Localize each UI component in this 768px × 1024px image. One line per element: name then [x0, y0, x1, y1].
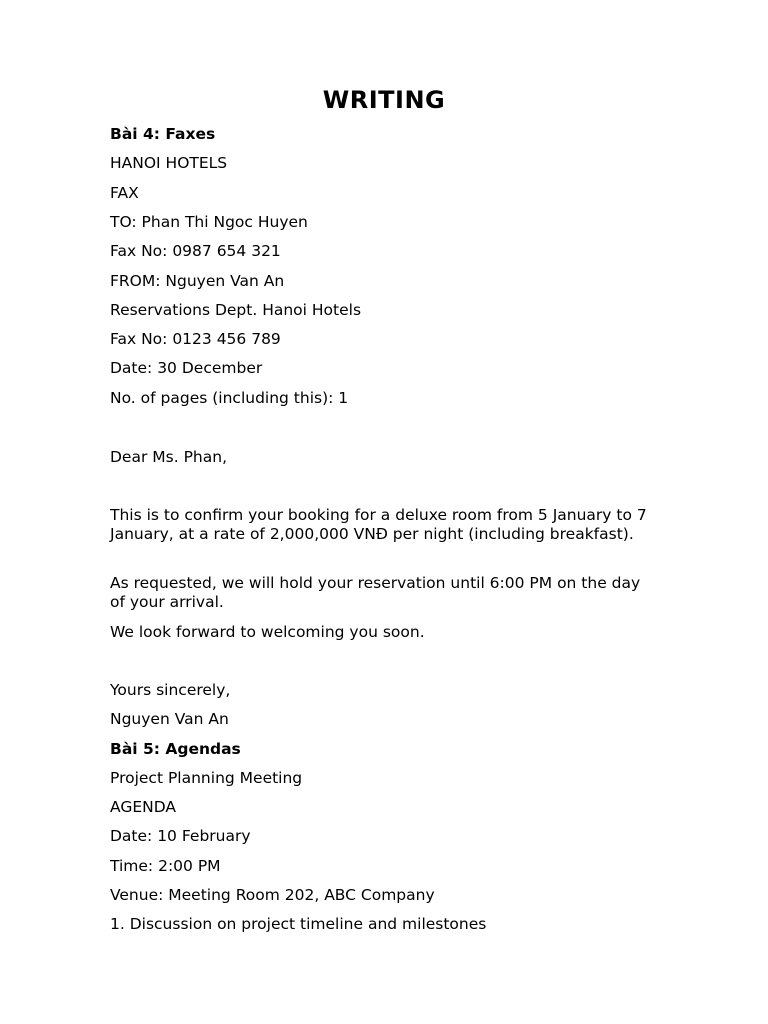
agenda-label: AGENDA	[110, 798, 176, 816]
fax-section-heading: Bài 4: Faxes	[110, 125, 216, 143]
fax-closing: Yours sincerely,	[110, 681, 231, 699]
fax-company: HANOI HOTELS	[110, 154, 228, 172]
fax-body-paragraph: As requested, we will hold your reservation until 6:00 PM on the day of your arrival.	[110, 574, 641, 611]
agenda-date: Date: 10 February	[110, 827, 251, 845]
fax-page-count: No. of pages (including this): 1	[110, 389, 349, 407]
fax-recipient-number: Fax No: 0987 654 321	[110, 242, 281, 260]
fax-sender-number: Fax No: 0123 456 789	[110, 330, 281, 348]
fax-salutation: Dear Ms. Phan,	[110, 448, 227, 466]
agenda-item: 1. Discussion on project timeline and milestones	[110, 915, 487, 933]
agenda-section-heading: Bài 5: Agendas	[110, 740, 241, 758]
fax-signature: Nguyen Van An	[110, 710, 229, 728]
fax-label: FAX	[110, 184, 139, 202]
agenda-venue: Venue: Meeting Room 202, ABC Company	[110, 886, 435, 904]
fax-sender: FROM: Nguyen Van An	[110, 272, 285, 290]
agenda-meeting-name: Project Planning Meeting	[110, 769, 303, 787]
fax-body-paragraph: We look forward to welcoming you soon.	[110, 623, 425, 641]
fax-date: Date: 30 December	[110, 359, 263, 377]
page-title: WRITING	[322, 86, 446, 114]
fax-sender-dept: Reservations Dept. Hanoi Hotels	[110, 301, 362, 319]
agenda-time: Time: 2:00 PM	[110, 857, 221, 875]
fax-recipient: TO: Phan Thi Ngoc Huyen	[110, 213, 308, 231]
fax-body-paragraph: This is to confirm your booking for a deluxe room from 5 January to 7 January, at a rate of 2,000,000 VNĐ per night (including breakfast).	[110, 506, 647, 543]
